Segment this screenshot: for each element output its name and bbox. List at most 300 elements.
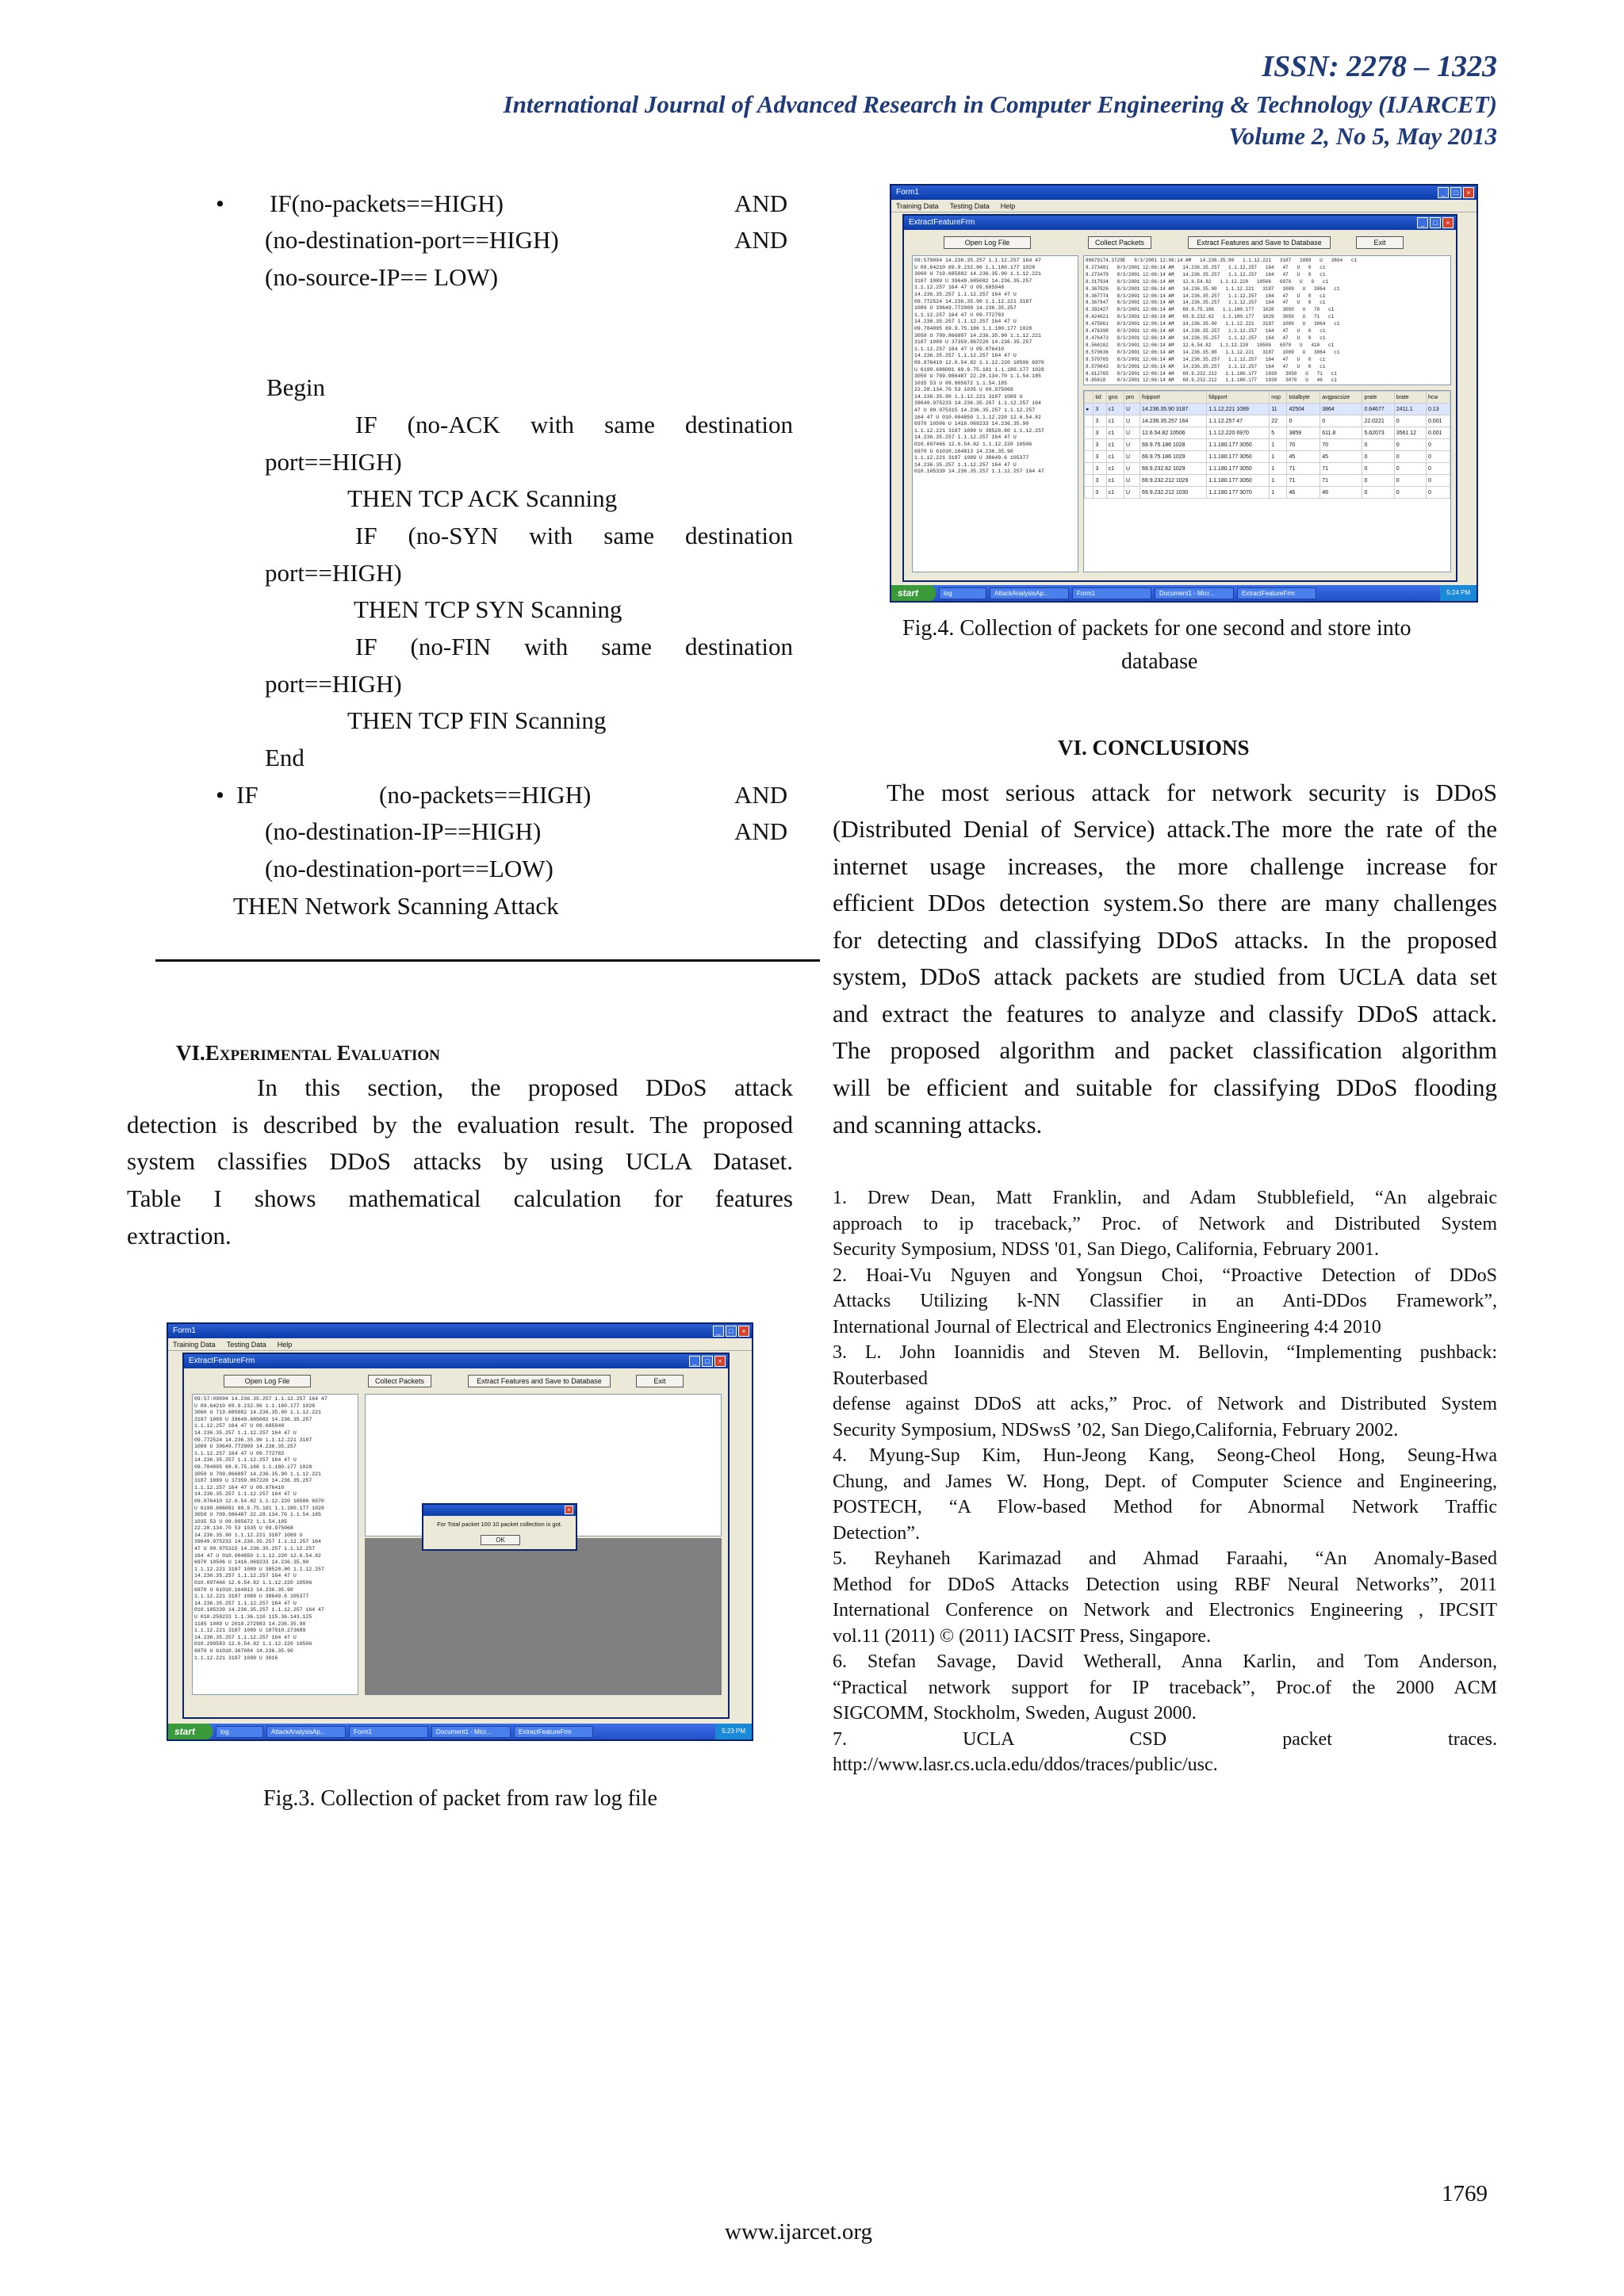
log-line: 1.1.12.257 164 47 U 09.876410 bbox=[914, 346, 1005, 352]
grid-cell: 0.13 bbox=[1426, 404, 1450, 415]
taskbar-item[interactable]: AttackAnalysisAp... bbox=[990, 587, 1069, 599]
data-grid-empty bbox=[365, 1538, 722, 1695]
grid-column-header[interactable]: fdipport bbox=[1207, 392, 1270, 404]
log-line: 3060 U 719.685082 14.236.35.90 1.1.12.221 bbox=[914, 271, 1041, 277]
conclusion-line: The most serious attack for network security is DDoS bbox=[887, 779, 1497, 806]
grid-cell: 70 bbox=[1320, 439, 1362, 451]
log-line: 1035 53 U 09.905672 1.1.54.185 bbox=[194, 1518, 288, 1525]
close-icon[interactable]: × bbox=[1442, 217, 1454, 228]
log-line: 09.876410 12.6.54.82 1.1.12.220 10506 6970 bbox=[914, 359, 1044, 365]
volume-info: Volume 2, No 5, May 2013 bbox=[1228, 122, 1497, 150]
issn: ISSN: 2278 – 1323 bbox=[1262, 50, 1497, 83]
grid-cell: 71 bbox=[1320, 463, 1362, 475]
log-line: 164 47 U 010.004850 1.1.12.220 12.6.54.82 bbox=[194, 1552, 321, 1559]
grid-cell: 12.6.54.82 10506 bbox=[1140, 427, 1207, 439]
log-line: U 09.64210 69.9.232.96 1.1.180.177 1028 bbox=[914, 264, 1036, 270]
log-line: 1.1.12.257 164 47 U 09.685948 bbox=[194, 1423, 285, 1429]
grid-cell: 69.9.232.212 1030 bbox=[1140, 487, 1207, 499]
rule1-and2: AND bbox=[734, 226, 788, 254]
taskbar-item[interactable]: log bbox=[939, 587, 986, 599]
log-line: 1.1.12.257 164 47 U 09.772783 bbox=[194, 1450, 285, 1456]
fig4-titlebar: Form1 _ □ × bbox=[891, 186, 1477, 200]
reference-line: Security Symposium, NDSwsS ’02, San Diego,California, February 2002. bbox=[833, 1419, 1399, 1441]
reference-line: 7. UCLA CSD packet traces. bbox=[833, 1728, 1497, 1750]
log-line: 09:57:09094 14.236.35.257 1.1.12.257 164 47 bbox=[194, 1396, 327, 1402]
log-line: 8.570765 8/3/2001 12:06:14 AM 14.236.35.257 1.1.12.257 164 47 U 0 c1 bbox=[1086, 356, 1326, 362]
log-line: 6970 U 61010.367084 14.236.35.90 bbox=[194, 1647, 293, 1654]
grid-cell: 0 bbox=[1426, 451, 1450, 463]
grid-cell: 3 bbox=[1094, 487, 1106, 499]
grid-cell bbox=[1085, 439, 1094, 451]
grid-cell: 45 bbox=[1287, 451, 1320, 463]
grid-cell bbox=[1085, 415, 1094, 427]
reference-line: 2. Hoai-Vu Nguyen and Yongsun Choi, “Proactive Detection of DDoS bbox=[833, 1265, 1497, 1286]
grid-cell: 69.9.232.212 1029 bbox=[1140, 475, 1207, 487]
log-line: 1185 1089 U 2010.272983 14.236.35.90 bbox=[194, 1621, 306, 1627]
menu-help[interactable]: Help bbox=[1000, 202, 1016, 210]
reference-line: 1. Drew Dean, Matt Franklin, and Adam Stubblefield, “An algebraic bbox=[833, 1188, 1497, 1208]
log-line: 22.28.134.70 53 1035 U 09.975068 bbox=[194, 1525, 293, 1532]
grid-cell: 3 bbox=[1094, 404, 1106, 415]
log-line: 8.273479 8/3/2001 12:06:14 AM 14.236.35.257 1.1.12.257 164 47 U 0 c1 bbox=[1086, 271, 1326, 277]
grid-cell: 70 bbox=[1287, 439, 1320, 451]
grid-cell: 0 bbox=[1394, 475, 1426, 487]
log-line: 8.475061 8/3/2001 12:06:14 AM 14.236.35.90 1.1.12.221 3187 1089 U 3864 c1 bbox=[1086, 321, 1340, 327]
log-line: 14.236.35.257 1.1.12.257 164 47 U bbox=[914, 434, 1017, 441]
log-line: 1035 53 U 09.905672 1.1.54.185 bbox=[914, 380, 1008, 386]
table-row[interactable] bbox=[1085, 463, 1450, 475]
log-line: 09.784095 69.9.75.186 1.1.180.177 1028 bbox=[914, 325, 1032, 331]
grid-cell: 0.64677 bbox=[1362, 404, 1394, 415]
fig3-inner-window bbox=[182, 1353, 730, 1719]
log-line: 14.236.35.257 1.1.12.257 164 47 U bbox=[194, 1600, 297, 1606]
log-line: 8.566182 8/3/2001 12:06:14 AM 12.6.54.82 1.1.12.220 10506 6970 U 410 c1 bbox=[1086, 342, 1335, 348]
fig3-menubar bbox=[168, 1338, 752, 1351]
grid-cell: c1 bbox=[1106, 404, 1124, 415]
log-line: U 6199.686091 69.9.75.181 1.1.180.177 1028 bbox=[914, 366, 1044, 373]
grid-column-header[interactable]: nop bbox=[1270, 392, 1287, 404]
grid-cell: c1 bbox=[1106, 463, 1124, 475]
grid-cell: 0 bbox=[1394, 439, 1426, 451]
log-line: 14.236.35.257 1.1.12.257 164 47 U bbox=[914, 319, 1017, 325]
grid-cell: 0 bbox=[1362, 463, 1394, 475]
grid-cell: 1 bbox=[1270, 463, 1287, 475]
fig3-inner-titlebar: ExtractFeatureFrm _ □ × bbox=[184, 1354, 728, 1368]
taskbar-item[interactable]: AttackAnalysisAp... bbox=[266, 1726, 346, 1738]
log-line: 8.317934 8/3/2001 12:06:14 AM 12.6.54.82 1.1.12.220 10506 6970 U 0 c1 bbox=[1086, 278, 1329, 285]
features-grid[interactable] bbox=[1083, 390, 1451, 572]
section-title-conclusions: VI. CONCLUSIONS bbox=[1058, 736, 1250, 760]
open-log-file-button[interactable]: Open Log File bbox=[224, 1375, 311, 1387]
grid-cell: 42504 bbox=[1287, 404, 1320, 415]
table-row[interactable] bbox=[1085, 427, 1450, 439]
grid-cell: 1.1.12.257 47 bbox=[1207, 415, 1270, 427]
minimize-icon[interactable]: _ bbox=[1417, 217, 1428, 228]
grid-cell: 3864 bbox=[1320, 404, 1362, 415]
grid-cell: 0 bbox=[1394, 415, 1426, 427]
footer-url[interactable]: www.ijarcet.org bbox=[725, 2219, 873, 2244]
grid-cell: c1 bbox=[1106, 475, 1124, 487]
paragraph-line: extraction. bbox=[127, 1222, 232, 1249]
conclusion-line: The proposed algorithm and packet classification algorithm bbox=[833, 1036, 1497, 1064]
log-line: 09.784095 69.9.75.186 1.1.180.177 1028 bbox=[194, 1464, 312, 1470]
grid-column-header[interactable]: tid bbox=[1094, 392, 1106, 404]
grid-cell: 3561.12 bbox=[1394, 427, 1426, 439]
collect-packets-button[interactable]: Collect Packets bbox=[1088, 236, 1151, 249]
grid-column-header[interactable]: avgpacsize bbox=[1320, 392, 1362, 404]
grid-cell: 0 bbox=[1426, 487, 1450, 499]
grid-cell: 46 bbox=[1287, 487, 1320, 499]
reference-line: http://www.lasr.cs.ucla.edu/ddos/traces/public/usc. bbox=[833, 1755, 1218, 1775]
reference-line: Routerbased bbox=[833, 1368, 928, 1389]
table-row[interactable] bbox=[1085, 439, 1450, 451]
log-listbox[interactable] bbox=[192, 1394, 358, 1695]
taskbar-item[interactable]: Form1 bbox=[349, 1726, 428, 1738]
fig4-screenshot bbox=[890, 184, 1478, 603]
syn-condition-cont: port==HIGH) bbox=[265, 559, 402, 587]
dialog-ok-button[interactable]: OK bbox=[481, 1535, 520, 1545]
reference-line: 5. Reyhaneh Karimazad and Ahmad Faraahi, “An Anomaly-Based bbox=[833, 1548, 1497, 1569]
table-row[interactable] bbox=[1085, 415, 1450, 427]
rule2-and1: AND bbox=[734, 781, 788, 809]
grid-cell: U bbox=[1124, 404, 1139, 415]
conclusion-line: (Distributed Denial of Service) attack.The more the rate of the bbox=[833, 815, 1497, 843]
log-line: 6970 10506 U 1416.069233 14.236.35.90 bbox=[194, 1559, 309, 1566]
grid-cell bbox=[1085, 427, 1094, 439]
close-icon[interactable]: × bbox=[1463, 187, 1474, 198]
grid-column-header[interactable]: brate bbox=[1394, 392, 1426, 404]
grid-cell: 0.001 bbox=[1426, 427, 1450, 439]
log-line: 1.1.12.257 164 47 U 09.876410 bbox=[194, 1484, 285, 1490]
grid-cell: 14.236.35.257 164 bbox=[1140, 415, 1207, 427]
grid-cell: 3 bbox=[1094, 475, 1106, 487]
log-line: 1.1.12.221 3187 1089 U 38528.80 1.1.12.257 bbox=[914, 427, 1044, 434]
table-row[interactable] bbox=[1085, 487, 1450, 499]
reference-line: 6. Stefan Savage, David Wetherall, Anna Karlin, and Tom Anderson, bbox=[833, 1651, 1497, 1672]
log-line: 89679174.3729E 8/3/2001 12:06:14 AM 14.236.35.90 1.1.12.221 3187 1089 U 3864 c1 bbox=[1086, 258, 1358, 263]
grid-cell: 0 bbox=[1426, 475, 1450, 487]
grid-cell: 0 bbox=[1362, 475, 1394, 487]
log-line: 14.236.35.257 1.1.12.257 164 47 U bbox=[194, 1491, 297, 1498]
rule1-line2: (no-destination-port==HIGH) bbox=[265, 226, 559, 254]
grid-cell: U bbox=[1124, 463, 1139, 475]
grid-column-header[interactable]: fsipport bbox=[1140, 392, 1207, 404]
maximize-icon[interactable]: □ bbox=[1430, 217, 1441, 228]
log-line: 1.1.12.221 3187 1089 U 187910.273689 bbox=[194, 1628, 306, 1634]
extract-features-button[interactable]: Extract Features and Save to Database bbox=[468, 1375, 611, 1387]
taskbar-item[interactable]: Form1 bbox=[1072, 587, 1151, 599]
log-line: 010.105339 14.236.35.257 1.1.12.257 164 47 bbox=[194, 1607, 324, 1613]
log-line: 1.1.12.221 3187 1089 U 38649.6 105377 bbox=[914, 455, 1029, 461]
maximize-icon[interactable]: □ bbox=[702, 1356, 713, 1367]
log-line: 8.367774 8/3/2001 12:06:14 AM 14.236.35.257 1.1.12.257 164 47 U 0 c1 bbox=[1086, 293, 1326, 299]
grid-cell: 0 bbox=[1426, 463, 1450, 475]
grid-cell: U bbox=[1124, 487, 1139, 499]
fig3-screenshot bbox=[167, 1322, 753, 1741]
fig3-titlebar: Form1 _ □ × bbox=[168, 1324, 752, 1338]
log-line: 47 U 09.975315 14.236.35.257 1.1.12.257 bbox=[914, 408, 1036, 414]
grid-cell: 14.236.35.90 3187 bbox=[1140, 404, 1207, 415]
grid-column-header[interactable]: gno bbox=[1106, 392, 1124, 404]
rule1-line3: (no-source-IP== LOW) bbox=[265, 263, 499, 291]
log-line: 14.236.35.90 1.1.12.221 3187 1089 U bbox=[194, 1532, 303, 1538]
log-line: 8.367926 8/3/2001 12:06:14 AM 14.236.35.90 1.1.12.221 3187 1089 U 3864 c1 bbox=[1086, 285, 1340, 292]
log-line: 3060 U 719.685082 14.236.35.90 1.1.12.221 bbox=[194, 1410, 321, 1416]
log-line: U 6199.686091 69.9.75.181 1.1.180.177 1028 bbox=[194, 1505, 324, 1511]
log-line: 09.772524 14.236.35.90 1.1.12.221 3187 bbox=[914, 298, 1032, 304]
rule2-result: THEN Network Scanning Attack bbox=[233, 892, 559, 920]
grid-cell: U bbox=[1124, 475, 1139, 487]
close-icon[interactable]: × bbox=[565, 1506, 573, 1514]
log-line: 010.105339 14.236.35.257 1.1.12.257 164 47 bbox=[914, 469, 1044, 475]
open-log-file-button[interactable]: Open Log File bbox=[944, 236, 1031, 249]
rule2-line1: (no-packets==HIGH) bbox=[379, 781, 592, 809]
log-line: 47 U 09.975315 14.236.35.257 1.1.12.257 bbox=[194, 1546, 316, 1552]
log-line: 14.236.35.90 1.1.12.221 3187 1089 U bbox=[914, 393, 1023, 400]
grid-cell: c1 bbox=[1106, 427, 1124, 439]
log-line: 1.1.12.257 164 47 U 09.772783 bbox=[914, 312, 1005, 318]
log-line: 22.28.134.70 53 1035 U 09.975068 bbox=[914, 387, 1013, 393]
menu-testing-data[interactable]: Testing Data bbox=[226, 1341, 266, 1349]
log-line: 14.236.35.257 1.1.12.257 164 47 U bbox=[194, 1573, 297, 1579]
reference-line: Method for DDoS Attacks Detection using RBF Neural Networks”, 2011 bbox=[833, 1574, 1497, 1595]
reference-line: 4. Myung-Sup Kim, Hun-Jeong Kang, Seong-Cheol Hong, Seung-Hwa bbox=[833, 1445, 1497, 1466]
reference-line: 3. L. John Ioannidis and Steven M. Bellovin, “Implementing pushback: bbox=[833, 1342, 1497, 1363]
maximize-icon[interactable]: □ bbox=[726, 1326, 737, 1337]
log-listbox[interactable] bbox=[912, 255, 1078, 572]
grid-cell: 1 bbox=[1270, 487, 1287, 499]
reference-line: approach to ip traceback,” Proc. of Network and Distributed System bbox=[833, 1213, 1497, 1234]
log-line: 3187 1089 U 37359.867220 14.236.35.257 bbox=[914, 339, 1032, 346]
grid-cell: 0 bbox=[1287, 415, 1320, 427]
grid-cell: 1 bbox=[1270, 451, 1287, 463]
minimize-icon[interactable]: _ bbox=[713, 1326, 724, 1337]
grid-cell: 1 bbox=[1270, 475, 1287, 487]
reference-line: International Journal of Electrical and Electronics Engineering 4:4 2010 bbox=[833, 1316, 1381, 1337]
log-line: 14.236.35.257 1.1.12.257 164 47 U bbox=[914, 353, 1017, 359]
log-line: 6970 U 61010.164813 14.236.35.90 bbox=[194, 1586, 293, 1593]
syn-result: THEN TCP SYN Scanning bbox=[354, 595, 622, 623]
log-line: 3050 U 709.986487 22.28.134.70 1.1.54.185 bbox=[914, 373, 1041, 380]
grid-cell: 3 bbox=[1094, 415, 1106, 427]
minimize-icon[interactable]: _ bbox=[689, 1356, 700, 1367]
grid-cell: 0.001 bbox=[1426, 415, 1450, 427]
taskbar-item[interactable]: Document1 - Micr... bbox=[1155, 587, 1234, 599]
grid-cell: 0 bbox=[1394, 451, 1426, 463]
taskbar-item[interactable]: ExtractFeatureFrm bbox=[514, 1726, 593, 1738]
log-line: 09:579094 14.236.35.257 1.1.12.257 164 47 bbox=[914, 258, 1041, 263]
reference-line: POSTECH, “A Flow-based Method for Abnormal Network Traffic bbox=[833, 1497, 1497, 1517]
fin-condition-cont: port==HIGH) bbox=[265, 670, 402, 698]
log-line: 8.570636 8/3/2001 12:06:14 AM 14.236.35.90 1.1.12.221 3187 1089 U 3864 c1 bbox=[1086, 349, 1340, 355]
log-line: 8.273401 8/3/2001 12:06:14 AM 14.236.35.257 1.1.12.257 164 47 U 0 c1 bbox=[1086, 264, 1326, 270]
menu-help[interactable]: Help bbox=[277, 1341, 293, 1349]
taskbar-item[interactable]: log bbox=[216, 1726, 263, 1738]
log-line: 8.570843 8/3/2001 12:06:14 AM 14.236.35.257 1.1.12.257 164 47 U 0 c1 bbox=[1086, 363, 1326, 369]
grid-column-header[interactable]: hcw bbox=[1426, 392, 1450, 404]
collect-packets-button[interactable]: Collect Packets bbox=[368, 1375, 431, 1387]
grid-cell: 69.9.75.186 1028 bbox=[1140, 439, 1207, 451]
log-line: 8.392427 8/3/2001 12:06:14 AM 69.9.75.186 1.1.180.177 1028 3050 U 70 c1 bbox=[1086, 307, 1335, 313]
grid-cell: ▸ bbox=[1085, 404, 1094, 415]
grid-cell: 1 bbox=[1270, 439, 1287, 451]
log-line: 1089 U 39649.772900 14.236.35.257 bbox=[194, 1444, 297, 1450]
log-line: 14.236.35.257 1.1.12.257 164 47 U bbox=[194, 1429, 297, 1436]
reference-line: Attacks Utilizing k-NN Classifier in an Anti-DDos Framework”, bbox=[833, 1291, 1497, 1311]
extract-features-button[interactable]: Extract Features and Save to Database bbox=[1188, 236, 1331, 249]
grid-cell: 5 bbox=[1270, 427, 1287, 439]
exit-button[interactable]: Exit bbox=[1356, 236, 1404, 249]
fig4-inner-titlebar: ExtractFeatureFrm _ □ × bbox=[904, 216, 1456, 230]
reference-line: vol.11 (2011) © (2011) IACSIT Press, Singapore. bbox=[833, 1625, 1212, 1647]
grid-cell: 22 bbox=[1270, 415, 1287, 427]
conclusion-line: will be efficient and suitable for classifying DDoS flooding bbox=[833, 1073, 1497, 1101]
ack-condition: IF (no-ACK with same destination bbox=[355, 411, 793, 438]
grid-cell: U bbox=[1124, 439, 1139, 451]
grid-cell: 22.0221 bbox=[1362, 415, 1394, 427]
paragraph-line: system classifies DDoS attacks by using UCLA Dataset. bbox=[127, 1147, 793, 1175]
grid-cell: 69.9.232.62 1029 bbox=[1140, 463, 1207, 475]
records-textbox[interactable] bbox=[1083, 255, 1451, 385]
log-line: 8.476398 8/3/2001 12:06:14 AM 14.236.35.257 1.1.12.257 164 47 U 0 c1 bbox=[1086, 328, 1326, 335]
grid-cell: 3 bbox=[1094, 427, 1106, 439]
conclusion-line: for detecting and classifying DDoS attacks. In the proposed bbox=[833, 926, 1497, 954]
log-line: 1.1.12.257 164 47 U 09.685948 bbox=[914, 285, 1005, 291]
reference-line: International Conference on Network and Electronics Engineering , IPCSIT bbox=[833, 1600, 1497, 1621]
syn-condition: IF (no-SYN with same destination bbox=[355, 522, 793, 549]
menu-training-data[interactable]: Training Data bbox=[896, 202, 939, 210]
taskbar-item[interactable]: ExtractFeatureFrm bbox=[1237, 587, 1316, 599]
log-line: U 010.258233 1.1.36.110 115.36.143.125 bbox=[194, 1614, 312, 1620]
reference-line: Security Symposium, NDSS '01, San Diego, California, February 2001. bbox=[833, 1239, 1379, 1260]
rule2-if: IF bbox=[236, 781, 259, 809]
start-button[interactable]: start bbox=[891, 585, 936, 601]
begin-keyword: Begin bbox=[266, 373, 326, 401]
grid-cell: 3859 bbox=[1287, 427, 1320, 439]
log-line: 6970 U 61010.164813 14.236.35.90 bbox=[914, 448, 1013, 454]
grid-cell: 1.1.12.220 6970 bbox=[1207, 427, 1270, 439]
taskbar bbox=[891, 585, 1477, 601]
rule2-line2: (no-destination-IP==HIGH) bbox=[265, 817, 542, 845]
grid-cell bbox=[1085, 475, 1094, 487]
table-row[interactable] bbox=[1085, 451, 1450, 463]
fig4-inner-window bbox=[902, 214, 1457, 582]
log-line: 3187 1089 U 39649.685082 14.236.35.257 bbox=[194, 1416, 312, 1422]
log-line: U 09.64210 69.9.232.96 1.1.180.177 1028 bbox=[194, 1402, 316, 1409]
log-line: 3187 1089 U 39649.685082 14.236.35.257 bbox=[914, 277, 1032, 284]
grid-cell: 1.1.180.177 3050 bbox=[1207, 451, 1270, 463]
section-divider bbox=[155, 959, 820, 962]
taskbar-item[interactable]: Document1 - Micr... bbox=[431, 1726, 511, 1738]
system-clock: 5:24 PM bbox=[1440, 585, 1477, 601]
reference-line: Detection”. bbox=[833, 1522, 920, 1544]
grid-column-header[interactable]: pro bbox=[1124, 392, 1139, 404]
log-line: 010.097466 12.6.54.82 1.1.12.220 10506 bbox=[194, 1580, 312, 1586]
grid-cell: 0 bbox=[1362, 487, 1394, 499]
rule1-and1: AND bbox=[734, 189, 788, 217]
grid-cell: 1.1.180.177 3050 bbox=[1207, 463, 1270, 475]
log-line: 3187 1089 U 37359.867220 14.236.35.257 bbox=[194, 1478, 312, 1484]
grid-column-header[interactable]: totalbyte bbox=[1287, 392, 1320, 404]
grid-cell: 1.1.180.177 3070 bbox=[1207, 487, 1270, 499]
grid-cell: 1.1.180.177 3050 bbox=[1207, 475, 1270, 487]
start-button[interactable]: start bbox=[168, 1724, 213, 1739]
grid-cell: U bbox=[1124, 451, 1139, 463]
conclusion-line: and scanning attacks. bbox=[833, 1111, 1043, 1138]
grid-cell: 0 bbox=[1394, 463, 1426, 475]
grid-cell: c1 bbox=[1106, 415, 1124, 427]
table-row[interactable] bbox=[1085, 475, 1450, 487]
log-line: 1.1.12.221 3187 1089 U 3016 bbox=[194, 1655, 278, 1661]
log-line: 010.097466 12.6.54.82 1.1.12.220 10506 bbox=[914, 442, 1032, 448]
log-line: 6970 10506 U 1416.069233 14.236.35.90 bbox=[914, 421, 1029, 427]
journal-name: International Journal of Advanced Research in Computer Engineering & Technology (IJARCET) bbox=[503, 90, 1497, 118]
log-line: 8.612765 8/3/2001 12:06:14 AM 69.9.232.212 1.1.180.177 1030 3050 U 71 c1 bbox=[1086, 370, 1337, 377]
paragraph-line: detection is described by the evaluation result. The proposed bbox=[127, 1111, 793, 1138]
log-line: 09.772524 14.236.35.90 1.1.12.221 3187 bbox=[194, 1437, 312, 1443]
grid-cell: 611.8 bbox=[1320, 427, 1362, 439]
close-icon[interactable]: × bbox=[738, 1326, 749, 1337]
maximize-icon[interactable]: □ bbox=[1450, 187, 1461, 198]
grid-cell: 1.1.12.221 1089 bbox=[1207, 404, 1270, 415]
reference-line: defense against DDoS att acks,” Proc. of Network and Distributed System bbox=[833, 1394, 1497, 1414]
close-icon[interactable]: × bbox=[714, 1356, 726, 1367]
grid-cell bbox=[1085, 487, 1094, 499]
log-line: 8.476473 8/3/2001 12:06:14 AM 14.236.35.257 1.1.12.257 164 47 U 0 c1 bbox=[1086, 335, 1326, 341]
exit-button[interactable]: Exit bbox=[636, 1375, 684, 1387]
reference-line: “Practical network support for IP traceback”, Proc.of the 2000 ACM bbox=[833, 1677, 1497, 1698]
grid-cell: 1.1.180.177 3050 bbox=[1207, 439, 1270, 451]
log-line: 164 47 U 010.004850 1.1.12.220 12.6.54.82 bbox=[914, 414, 1041, 420]
grid-cell: 71 bbox=[1320, 475, 1362, 487]
log-line: 14.236.35.257 1.1.12.257 164 47 U bbox=[194, 1634, 297, 1640]
log-line: 8.65618 8/3/2001 12:06:14 AM 69.9.232.212 1.1.180.177 1030 3070 U 46 c1 bbox=[1086, 377, 1337, 384]
rule1-line1: IF(no-packets==HIGH) bbox=[270, 189, 504, 217]
dialog-message: For Total packet 100 10 packet collection is got. bbox=[437, 1521, 562, 1528]
table-row[interactable] bbox=[1085, 404, 1450, 415]
grid-cell: 71 bbox=[1287, 463, 1320, 475]
fig4-caption-line2: database bbox=[1121, 649, 1198, 674]
reference-line: Chung, and James W. Hong, Dept. of Computer Science and Engineering, bbox=[833, 1471, 1497, 1492]
grid-cell: 45 bbox=[1320, 451, 1362, 463]
grid-column-header[interactable] bbox=[1085, 392, 1094, 404]
ack-result: THEN TCP ACK Scanning bbox=[347, 484, 618, 512]
log-line: 39649.975233 14.236.35.257 1.1.12.257 164 bbox=[914, 400, 1041, 407]
minimize-icon[interactable]: _ bbox=[1438, 187, 1449, 198]
log-line: 09.876410 12.6.54.82 1.1.12.220 10506 6970 bbox=[194, 1498, 324, 1504]
grid-column-header[interactable]: prate bbox=[1362, 392, 1394, 404]
log-line: 3050 U 709.866897 14.236.35.90 1.1.12.221 bbox=[194, 1471, 321, 1477]
menu-training-data[interactable]: Training Data bbox=[173, 1341, 216, 1349]
conclusion-line: efficient DDos detection system.So there are many challenges bbox=[833, 889, 1497, 916]
menu-testing-data[interactable]: Testing Data bbox=[949, 202, 990, 210]
grid-cell: c1 bbox=[1106, 439, 1124, 451]
log-line: 1.1.12.221 3187 1089 U 38649.6 105377 bbox=[194, 1594, 309, 1600]
log-line: 1.1.12.221 3187 1089 U 38528.80 1.1.12.257 bbox=[194, 1566, 324, 1572]
grid-cell: 0 bbox=[1394, 487, 1426, 499]
grid-cell: 46 bbox=[1320, 487, 1362, 499]
grid-cell: 0 bbox=[1362, 439, 1394, 451]
fig4-menubar bbox=[891, 200, 1477, 212]
section-title-experimental: VI.Experimental Evaluation bbox=[176, 1041, 440, 1065]
page-number: 1769 bbox=[1442, 2181, 1488, 2206]
rule2-line3: (no-destination-port==LOW) bbox=[265, 855, 553, 882]
grid-cell: U bbox=[1124, 427, 1139, 439]
grid-cell: 3 bbox=[1094, 451, 1106, 463]
grid-cell: 5.62073 bbox=[1362, 427, 1394, 439]
bullet-icon: • bbox=[216, 189, 224, 217]
grid-cell: 0 bbox=[1320, 415, 1362, 427]
